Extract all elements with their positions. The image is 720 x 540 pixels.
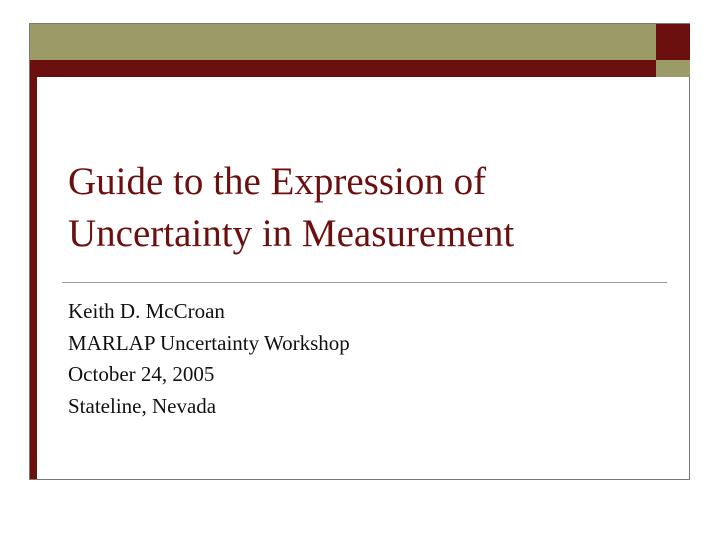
slide-subtitle bbox=[68, 296, 658, 422]
header-red-bar bbox=[30, 60, 656, 77]
event-location: Stateline, Nevada bbox=[68, 393, 217, 418]
slide-title-line-1: Guide to the Expression of bbox=[68, 160, 487, 203]
slide-title bbox=[68, 156, 668, 260]
slide-title-line-2: Uncertainty in Measurement bbox=[68, 212, 515, 255]
event-date: October 24, 2005 bbox=[68, 362, 215, 386]
author-name: Keith D. McCroan bbox=[68, 299, 225, 323]
header-olive-square bbox=[656, 60, 690, 77]
event-name: MARLAP Uncertainty Workshop bbox=[68, 330, 350, 355]
header-olive-bar bbox=[30, 24, 656, 60]
left-accent-stripe bbox=[30, 77, 37, 479]
title-divider bbox=[62, 282, 667, 283]
slide bbox=[29, 23, 690, 480]
header-red-square bbox=[656, 24, 690, 60]
